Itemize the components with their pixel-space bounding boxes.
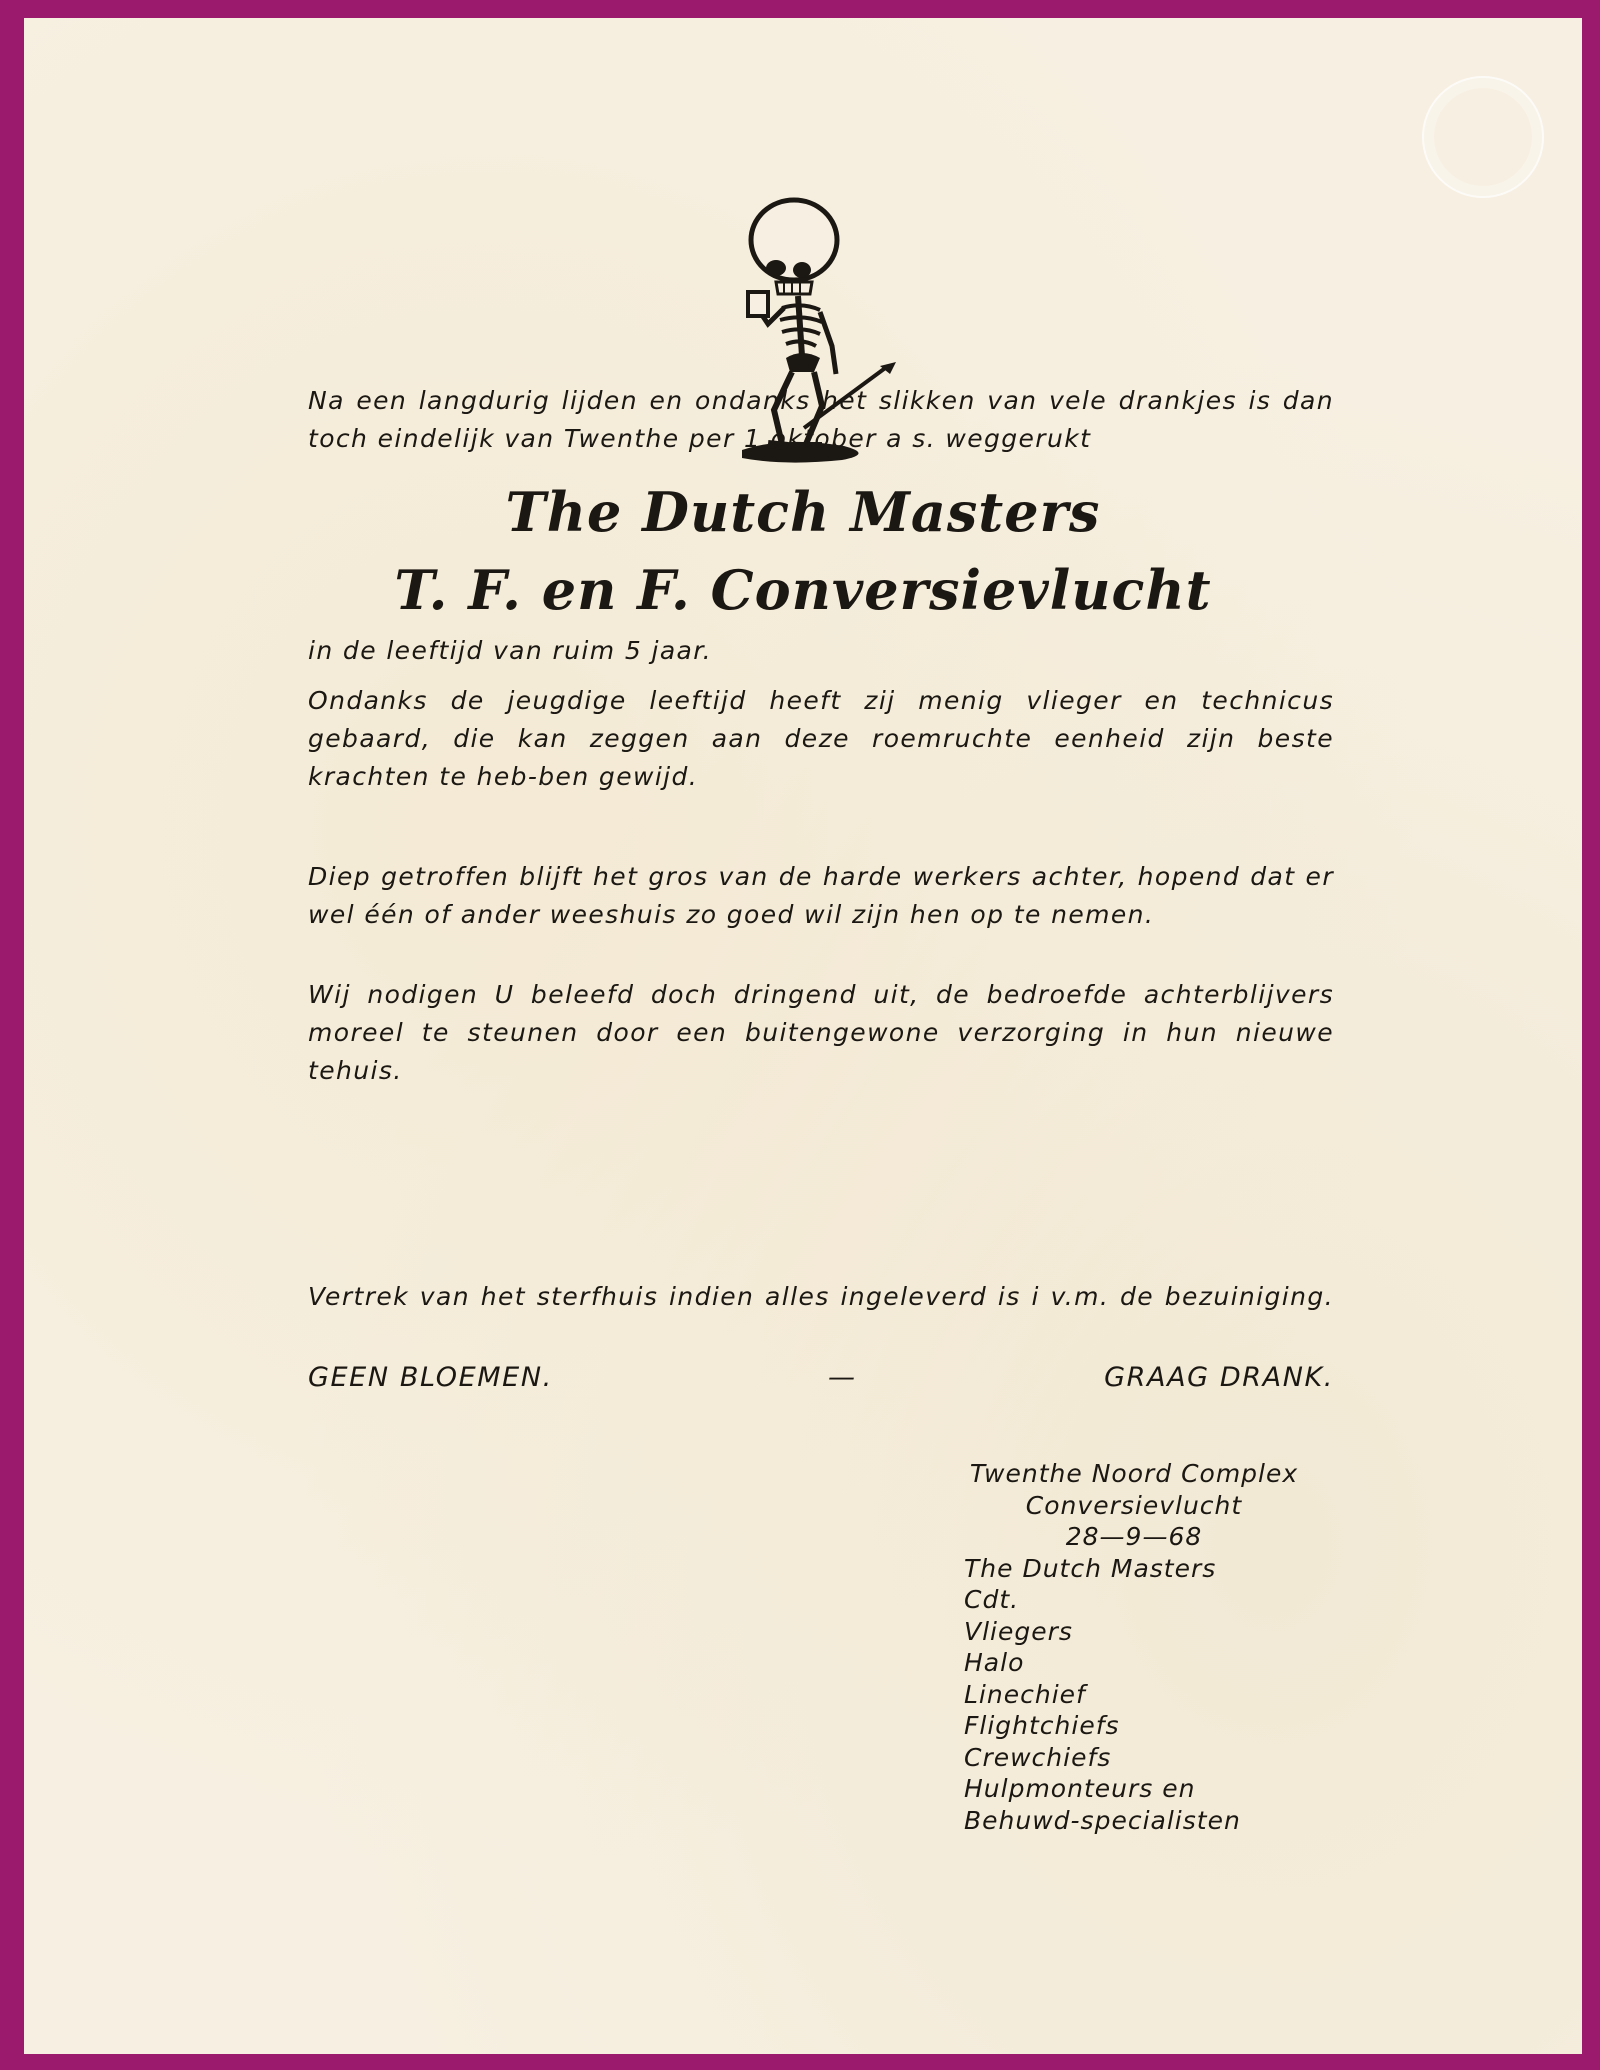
embossed-seal [1422,76,1544,198]
title-line-1: The Dutch Masters [505,480,1101,544]
signature-name: Halo [964,1648,1025,1677]
closing-dash: — [828,1362,857,1393]
signature-name: Vliegers [964,1616,1073,1646]
departure-paragraph: Vertrek van het sterfhuis indien alles ingeleverd is i v.m. de bezuiniging. [308,1282,1334,1311]
signature-name: Behuwd-specialisten [964,1805,1241,1835]
signature-date: 28—9—68 [1065,1522,1203,1551]
closing-row [308,1362,1334,1402]
grief-paragraph: Diep getroffen blijft het gros van de harde werkers achter, hopend dat er wel één of ander weeshuis zo goed wil zijn hen op te nemen. [308,862,1334,929]
signature-name: Hulpmonteurs en [964,1774,1196,1803]
signature-name: Linechief [964,1679,1086,1709]
signature-name: Flightchiefs [964,1711,1120,1740]
signature-complex: Twenthe Noord Complex [969,1459,1299,1488]
title-line-2: T. F. en F. Conversievlucht [394,558,1212,622]
invitation-paragraph: Wij nodigen U beleefd doch dringend uit, de bedroefde achterblijvers moreel te steunen door een buitengewone verzorging in hun nieuwe tehuis. [308,980,1334,1085]
signature-name: The Dutch Masters [964,1553,1217,1583]
no-flowers-text: GEEN BLOEMEN. [308,1362,553,1393]
signature-name: Cdt. [964,1585,1020,1614]
intro-text: Na een langdurig lijden en ondanks het slikken van vele drankjes is dan toch eindelijk van Twenthe per 1 oktober a s. weggerukt [308,386,1334,453]
drinks-text: GRAAG DRANK. [1104,1362,1334,1393]
notice-paper [24,18,1582,2054]
signature-name: Crewchiefs [964,1742,1112,1772]
age-text: in de leeftijd van ruim 5 jaar. [308,636,712,665]
signature-block [964,1458,1384,1836]
signature-unit: Conversievlucht [1025,1490,1243,1520]
youth-paragraph: Ondanks de jeugdige leeftijd heeft zij menig vlieger en technicus gebaard, die kan zeggen aan deze roemruchte eenheid zijn beste krachten te heb-ben gewijd. [308,686,1334,791]
